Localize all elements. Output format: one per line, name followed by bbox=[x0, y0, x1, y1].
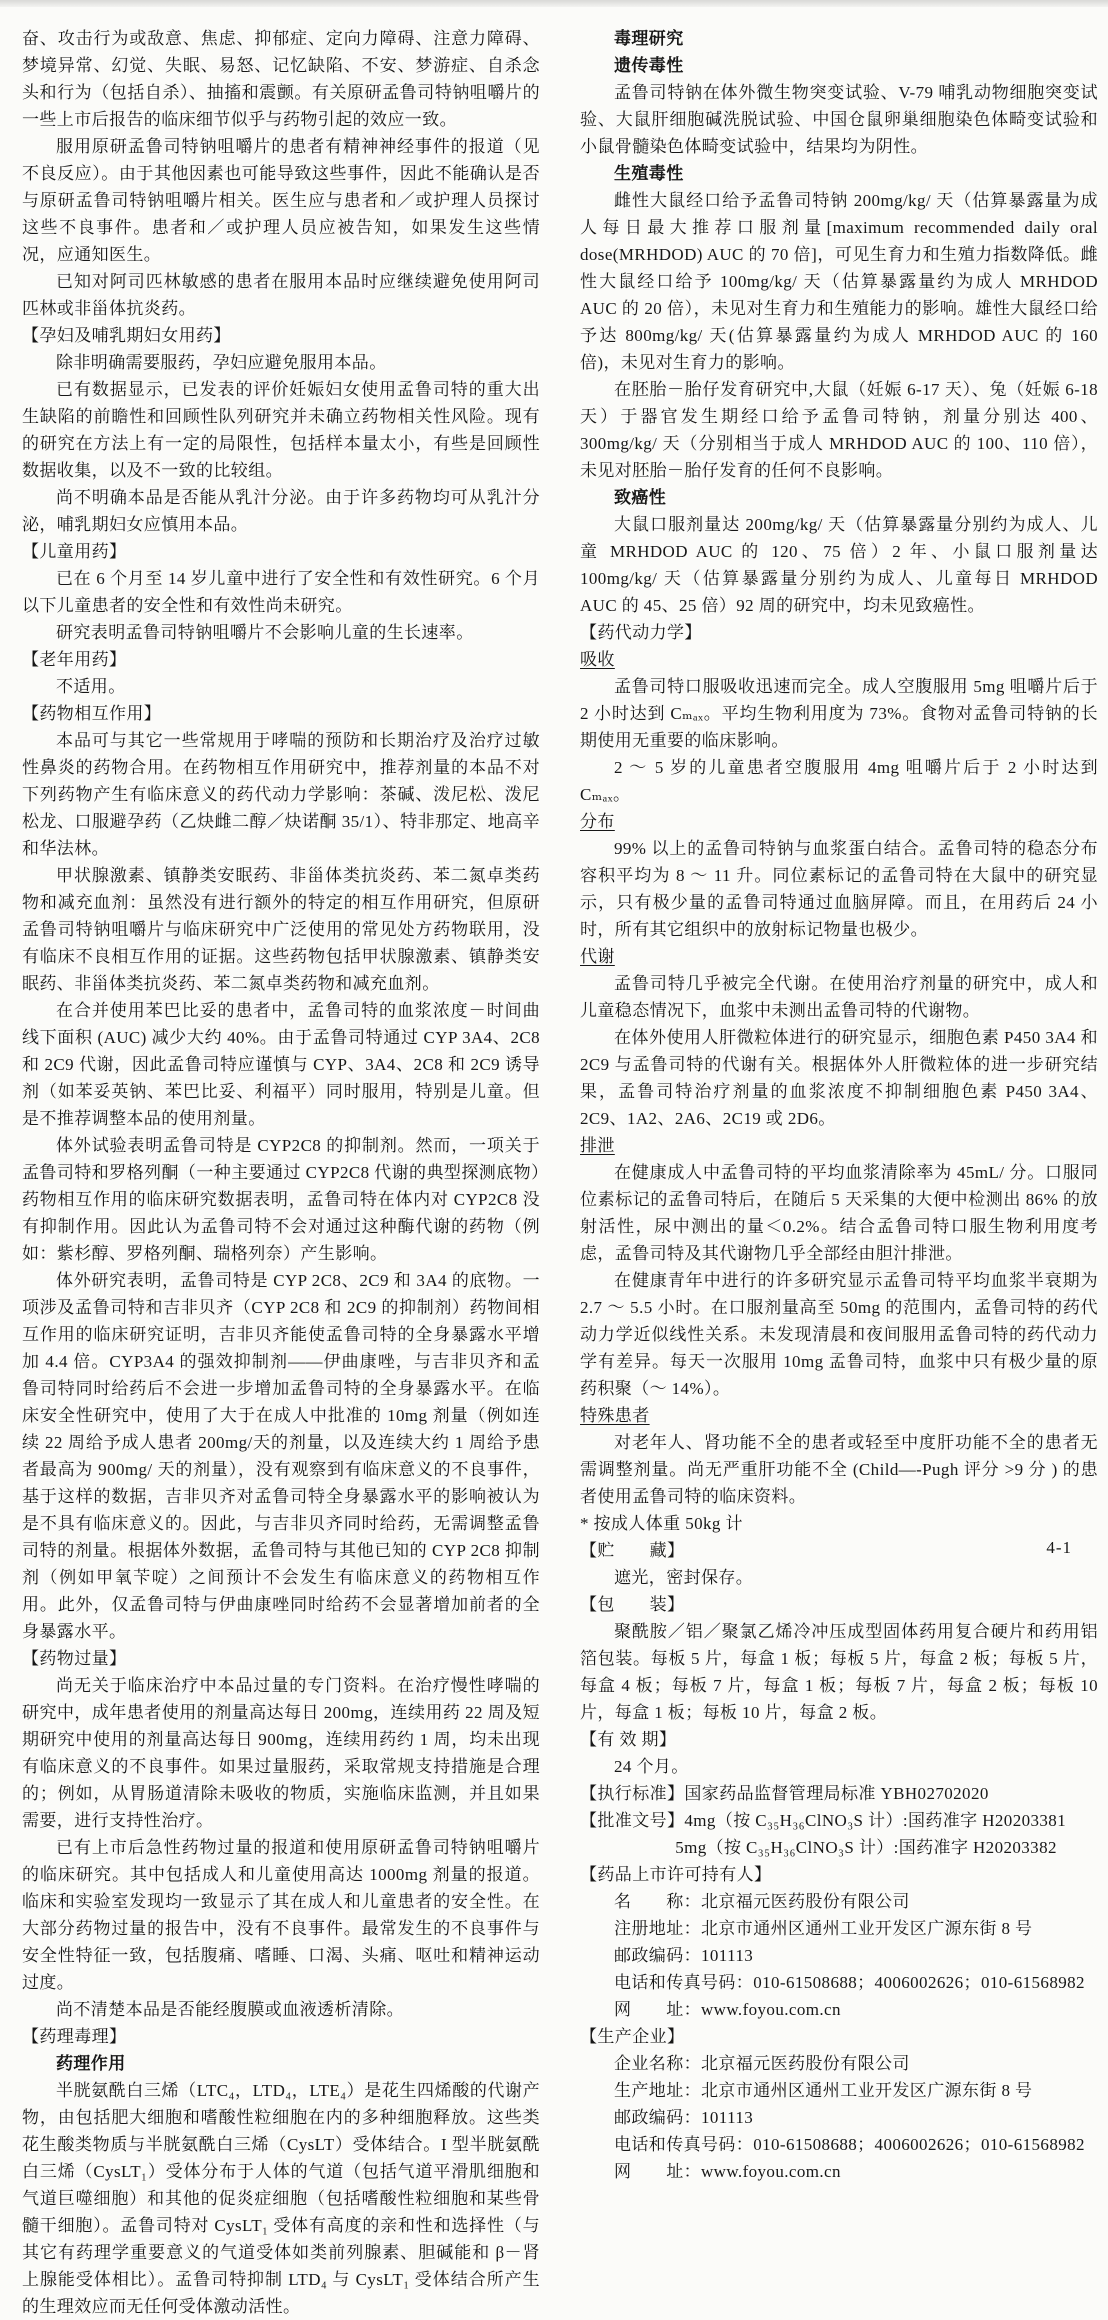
text-block: 孟鲁司特口服吸收迅速而完全。成人空腹服用 5mg 咀嚼片后于 2 小时达到 Cₘₐₓ。平均生物利用度为 73%。食物对孟鲁司特钠的长期使用无重要的临床影响。 bbox=[580, 677, 1098, 750]
text-block: 5mg（按 C₃₅H₃₆ClNO₃S 计）:国药准字 H20203382 bbox=[675, 1838, 1057, 1857]
page-number: 4-1 bbox=[1046, 1538, 1072, 1557]
sub-heading: 毒理研究 bbox=[614, 29, 684, 48]
text-block: 半胱氨酰白三烯（LTC₄，LTD₄，LTE₄）是花生四烯酸的代谢产物，由包括肥大细胞和嗜酸性粒细胞在内的多种细胞释放。这些类花生酸类物质与半胱氨酰白三烯（CysLT）受体结合。I 型半胱氨酰白三烯（CysLT₁）受体分布于人体的气道（包括气道平滑肌细胞和气道巨噬细胞）和其他的促炎症细胞（包括嗜酸性粒细胞和某些骨髓干细胞）。孟鲁司特对 CysLT₁ 受体有高度的亲和性和选择性（与其它有药理学重要意义的气道受体如类前列腺素、胆碱能和 β－肾上腺能受体相比）。孟鲁司特抑制 LTD₄ 与 CysLT₁ 受体结合所产生的生理效应而无任何受体激动活性。 bbox=[22, 2081, 540, 2316]
section-heading: 【有 效 期】 bbox=[580, 1730, 677, 1749]
text-block: 99% 以上的孟鲁司特钠与血浆蛋白结合。孟鲁司特的稳态分布容积平均为 8 ～ 11 升。同位素标记的孟鲁司特在大鼠中的研究显示，只有极少量的孟鲁司特通过血脑屏障。而且，在用药后 24 小时，所有其它组织中的放射标记物量也极少。 bbox=[580, 839, 1098, 939]
contact-line: 邮政编码：101113 bbox=[614, 2108, 754, 2127]
text-block: 孟鲁司特钠在体外微生物突变试验、V-79 哺乳动物细胞突变试验、大鼠肝细胞碱洗脱试验、中国仓鼠卵巢细胞染色体畸变试验和小鼠骨髓染色体畸变试验中，结果均为阴性。 bbox=[580, 83, 1098, 156]
text-block: 对老年人、肾功能不全的患者或轻至中度肝功能不全的患者无需调整剂量。尚无严重肝功能不全 (Child—-Pugh 评分 >9 分 ) 的患者使用孟鲁司特的临床资料。 bbox=[580, 1433, 1098, 1506]
contact-line: 邮政编码：101113 bbox=[614, 1946, 754, 1965]
section-heading: 【老年用药】 bbox=[22, 650, 127, 669]
section-heading: 【药物过量】 bbox=[22, 1649, 127, 1668]
sub-heading: 药理作用 bbox=[56, 2054, 126, 2073]
section-heading: 【药理毒理】 bbox=[22, 2027, 127, 2046]
text-block: 【批准文号】4mg（按 C₃₅H₃₆ClNO₃S 计）:国药准字 H20203381 bbox=[580, 1811, 1067, 1830]
text-block: 研究表明孟鲁司特钠咀嚼片不会影响儿童的生长速率。 bbox=[56, 623, 474, 642]
text-block: 雌性大鼠经口给予孟鲁司特钠 200mg/kg/ 天（估算暴露量为成人每日最大推荐口服剂量[maximum recommended daily oral dose(MRHDOD) AUC 的 70 倍]，可见生育力和生殖力指数降低。雌性大鼠经口给予 100mg/kg/ 天（估算暴露量约为成人 MRHDOD AUC 的 20 倍），未见对生育力和生殖能力的影响。雄性大鼠经口给予达 800mg/kg/ 天(估算暴露量约为成人 MRHDOD AUC 的 160 倍)，未见对生育力的影响。 bbox=[580, 191, 1098, 372]
text-block: 已有数据显示，已发表的评价妊娠妇女使用孟鲁司特的重大出生缺陷的前瞻性和回顾性队列研究并未确立药物相关性风险。现有的研究在方法上有一定的局限性，包括样本量太小，有些是回顾性数据收集，以及不一致的比较组。 bbox=[22, 380, 540, 480]
text-block: 聚酰胺／铝／聚氯乙烯冷冲压成型固体药用复合硬片和药用铝箔包装。每板 5 片，每盒 1 板；每板 5 片，每盒 2 板；每板 5 片，每盒 4 板；每板 7 片，每盒 1 板；每板 7 片，每盒 2 板；每板 10 片，每盒 1 板；每板 10 片，每盒 2 板。 bbox=[580, 1622, 1098, 1722]
text-block: 尚不明确本品是否能从乳汁分泌。由于许多药物均可从乳汁分泌，哺乳期妇女应慎用本品。 bbox=[22, 488, 540, 534]
section-heading: 【药物相互作用】 bbox=[22, 704, 162, 723]
text-block: 在合并使用苯巴比妥的患者中，孟鲁司特的血浆浓度－时间曲线下面积 (AUC) 减少大约 40%。由于孟鲁司特通过 CYP 3A4、2C8 和 2C9 代谢，因此孟鲁司特应谨慎与 CYP、3A4、2C8 和 2C9 诱导剂（如苯妥英钠、苯巴比妥、利福平）同时服用，特别是儿童。但是不推荐调整本品的使用剂量。 bbox=[22, 1001, 540, 1128]
contact-line: 企业名称：北京福元医药股份有限公司 bbox=[614, 2054, 910, 2073]
underlined-sub-heading: 特殊患者 bbox=[580, 1406, 650, 1425]
text-block: 尚不清楚本品是否能经腹膜或血液透析清除。 bbox=[56, 2000, 404, 2019]
underlined-sub-heading: 吸收 bbox=[580, 650, 615, 669]
text-block: 奋、攻击行为或敌意、焦虑、抑郁症、定向力障碍、注意力障碍、梦境异常、幻觉、失眠、易怒、记忆缺陷、不安、梦游症、自杀念头和行为（包括自杀）、抽搐和震颤。有关原研孟鲁司特钠咀嚼片的一些上市后报告的临床细节似乎与药物引起的效应一致。 bbox=[22, 29, 540, 129]
text-block: 孟鲁司特几乎被完全代谢。在使用治疗剂量的研究中，成人和儿童稳态情况下，血浆中未测出孟鲁司特的代谢物。 bbox=[580, 974, 1098, 1020]
text-block: 【执行标准】国家药品监督管理局标准 YBH02702020 bbox=[580, 1784, 989, 1803]
sub-heading: 生殖毒性 bbox=[614, 164, 684, 183]
text-block: 在体外使用人肝微粒体进行的研究显示，细胞色素 P450 3A4 和 2C9 与孟鲁司特的代谢有关。根据体外人肝微粒体的进一步研究结果，孟鲁司特治疗剂量的血浆浓度不抑制细胞色素 P450 3A4、2C9、1A2、2A6、2C19 或 2D6。 bbox=[580, 1028, 1098, 1128]
text-block: 在健康成人中孟鲁司特的平均血浆清除率为 45mL/ 分。口服同位素标记的孟鲁司特后，在随后 5 天采集的大便中检测出 86% 的放射活性，尿中测出的量＜0.2%。结合孟鲁司特口服生物利用度考虑，孟鲁司特及其代谢物几乎全部经由胆汁排泄。 bbox=[580, 1163, 1098, 1263]
section-heading: 【儿童用药】 bbox=[22, 542, 127, 561]
text-block: 大鼠口服剂量达 200mg/kg/ 天（估算暴露量分别约为成人、儿童 MRHDOD AUC 的 120、75 倍）2 年、小鼠口服剂量达 100mg/kg/ 天（估算暴露量分别约为成人、儿童每日 MRHDOD AUC 的 45、25 倍）92 周的研究中，均未见致癌性。 bbox=[580, 515, 1098, 615]
section-heading: 【包 装】 bbox=[580, 1595, 685, 1614]
scan-edge-artifact bbox=[0, 0, 1108, 7]
underlined-sub-heading: 排泄 bbox=[580, 1136, 615, 1155]
text-block: 体外研究表明，孟鲁司特是 CYP 2C8、2C9 和 3A4 的底物。一项涉及孟鲁司特和吉非贝齐（CYP 2C8 和 2C9 的抑制剂）药物间相互作用的临床研究证明，吉非贝齐能使孟鲁司特的全身暴露水平增加 4.4 倍。CYP3A4 的强效抑制剂——伊曲康唑，与吉非贝齐和孟鲁司特同时给药后不会进一步增加孟鲁司特的全身暴露水平。在临床安全性研究中，使用了大于在成人中批准的 10mg 剂量（例如连续 22 周给予成人患者 200mg/天的剂量，以及连续大约 1 周给予患者最高为 900mg/ 天的剂量），没有观察到有临床意义的不良事件，基于这样的数据，吉非贝齐对孟鲁司特全身暴露水平的影响被认为是不具有临床意义的。因此，与吉非贝齐同时给药，无需调整孟鲁司特的剂量。根据体外数据，孟鲁司特与其他已知的 CYP 2C8 抑制剂（例如甲氧苄啶）之间预计不会发生有临床意义的药物相互作用。此外，仅孟鲁司特与伊曲康唑同时给药不会显著增加前者的全身暴露水平。 bbox=[22, 1271, 540, 1641]
text-block: 服用原研孟鲁司特钠咀嚼片的患者有精神神经事件的报道（见不良反应）。由于其他因素也可能导致这些事件，因此不能确认是否与原研孟鲁司特钠咀嚼片相关。医生应与患者和／或护理人员探讨这些不良事件。患者和／或护理人员应被告知，如果发生这些情况，应通知医生。 bbox=[22, 137, 540, 264]
text-block: 24 个月。 bbox=[614, 1757, 689, 1776]
contact-line: 电话和传真号码：010-61508688；4006002626；010-61568982 bbox=[614, 1973, 1085, 1992]
column-right bbox=[580, 25, 1098, 2320]
underlined-sub-heading: 分布 bbox=[580, 812, 615, 831]
text-block: 遮光，密封保存。 bbox=[614, 1568, 754, 1587]
section-heading: 【药代动力学】 bbox=[580, 623, 702, 642]
text-block: * 按成人体重 50kg 计 bbox=[580, 1514, 743, 1533]
text-block: 在健康青年中进行的许多研究显示孟鲁司特平均血浆半衰期为 2.7 ～ 5.5 小时。在口服剂量高至 50mg 的范围内，孟鲁司特的药代动力学近似线性关系。未发现清晨和夜间服用孟鲁司特的药代动力学有差异。每天一次服用 10mg 孟鲁司特，血浆中只有极少量的原药积聚（～ 14%）。 bbox=[580, 1271, 1098, 1398]
text-block: 已有上市后急性药物过量的报道和使用原研孟鲁司特钠咀嚼片的临床研究。其中包括成人和儿童使用高达 1000mg 剂量的报道。临床和实验室发现均一致显示了其在成人和儿童患者的安全性。在大部分药物过量的报告中，没有不良事件。最常发生的不良事件与安全性特征一致，包括腹痛、嗜睡、口渴、头痛、呕吐和精神运动过度。 bbox=[22, 1838, 540, 1992]
sub-heading: 遗传毒性 bbox=[614, 56, 684, 75]
text-block: 体外试验表明孟鲁司特是 CYP2C8 的抑制剂。然而，一项关于孟鲁司特和罗格列酮（一种主要通过 CYP2C8 代谢的典型探测底物）药物相互作用的临床研究数据表明，孟鲁司特在体内对 CYP2C8 没有抑制作用。因此认为孟鲁司特不会对通过这种酶代谢的药物（例如：紫杉醇、罗格列酮、瑞格列奈）产生影响。 bbox=[22, 1136, 540, 1263]
contact-line: 名 称：北京福元医药股份有限公司 bbox=[614, 1892, 910, 1911]
text-block: 除非明确需要服药，孕妇应避免服用本品。 bbox=[56, 353, 387, 372]
underlined-sub-heading: 代谢 bbox=[580, 947, 615, 966]
section-heading: 【生产企业】 bbox=[580, 2027, 685, 2046]
section-heading: 【药品上市许可持有人】 bbox=[580, 1865, 772, 1884]
section-heading: 【贮 藏】 bbox=[580, 1541, 685, 1560]
text-block: 在胚胎－胎仔发育研究中,大鼠（妊娠 6-17 天）、兔（妊娠 6-18 天）于器官发生期经口给予孟鲁司特钠，剂量分别达 400、300mg/kg/ 天（分别相当于成人 MRHDOD AUC 的 100、110 倍），未见对胚胎－胎仔发育的任何不良影响。 bbox=[580, 380, 1098, 480]
text-block: 甲状腺激素、镇静类安眠药、非甾体类抗炎药、苯二氮卓类药物和减充血剂：虽然没有进行额外的特定的相互作用研究，但原研孟鲁司特钠咀嚼片与临床研究中广泛使用的常见处方药物联用，没有临床不良相互作用的证据。这些药物包括甲状腺激素、镇静类安眠药、非甾体类抗炎药、苯二氮卓类药物和减充血剂。 bbox=[22, 866, 540, 993]
text-block: 2 ～ 5 岁的儿童患者空腹服用 4mg 咀嚼片后于 2 小时达到 Cₘₐₓ。 bbox=[580, 758, 1098, 804]
contact-line: 网 址：www.foyou.com.cn bbox=[614, 2000, 841, 2019]
text-block: 不适用。 bbox=[56, 677, 126, 696]
section-heading: 【孕妇及哺乳期妇女用药】 bbox=[22, 326, 231, 345]
text-block: 本品可与其它一些常规用于哮喘的预防和长期治疗及治疗过敏性鼻炎的药物合用。在药物相互作用研究中，推荐剂量的本品不对下列药物产生有临床意义的药代动力学影响：茶碱、泼尼松、泼尼松龙、口服避孕药（乙炔雌二醇／炔诺酮 35/1）、特非那定、地高辛和华法林。 bbox=[22, 731, 540, 858]
text-block: 尚无关于临床治疗中本品过量的专门资料。在治疗慢性哮喘的研究中，成年患者使用的剂量高达每日 200mg，连续用药 22 周及短期研究中使用的剂量高达每日 900mg，连续用药约 1 周，均未出现有临床意义的不良事件。如果过量服药，采取常规支持措施是合理的；例如，从胃肠道清除未吸收的物质，实施临床监测，并且如果需要，进行支持性治疗。 bbox=[22, 1676, 540, 1830]
contact-line: 生产地址：北京市通州区通州工业开发区广源东街 8 号 bbox=[614, 2081, 1033, 2100]
contact-line: 网 址：www.foyou.com.cn bbox=[614, 2162, 841, 2181]
column-left bbox=[22, 25, 540, 2320]
text-block: 已在 6 个月至 14 岁儿童中进行了安全性和有效性研究。6 个月以下儿童患者的安全性和有效性尚未研究。 bbox=[22, 569, 540, 615]
sub-heading: 致癌性 bbox=[614, 488, 667, 507]
contact-line: 电话和传真号码：010-61508688；4006002626；010-61568982 bbox=[614, 2135, 1085, 2154]
contact-line: 注册地址：北京市通州区通州工业开发区广源东街 8 号 bbox=[614, 1919, 1033, 1938]
text-block: 已知对阿司匹林敏感的患者在服用本品时应继续避免使用阿司匹林或非甾体抗炎药。 bbox=[22, 272, 540, 318]
